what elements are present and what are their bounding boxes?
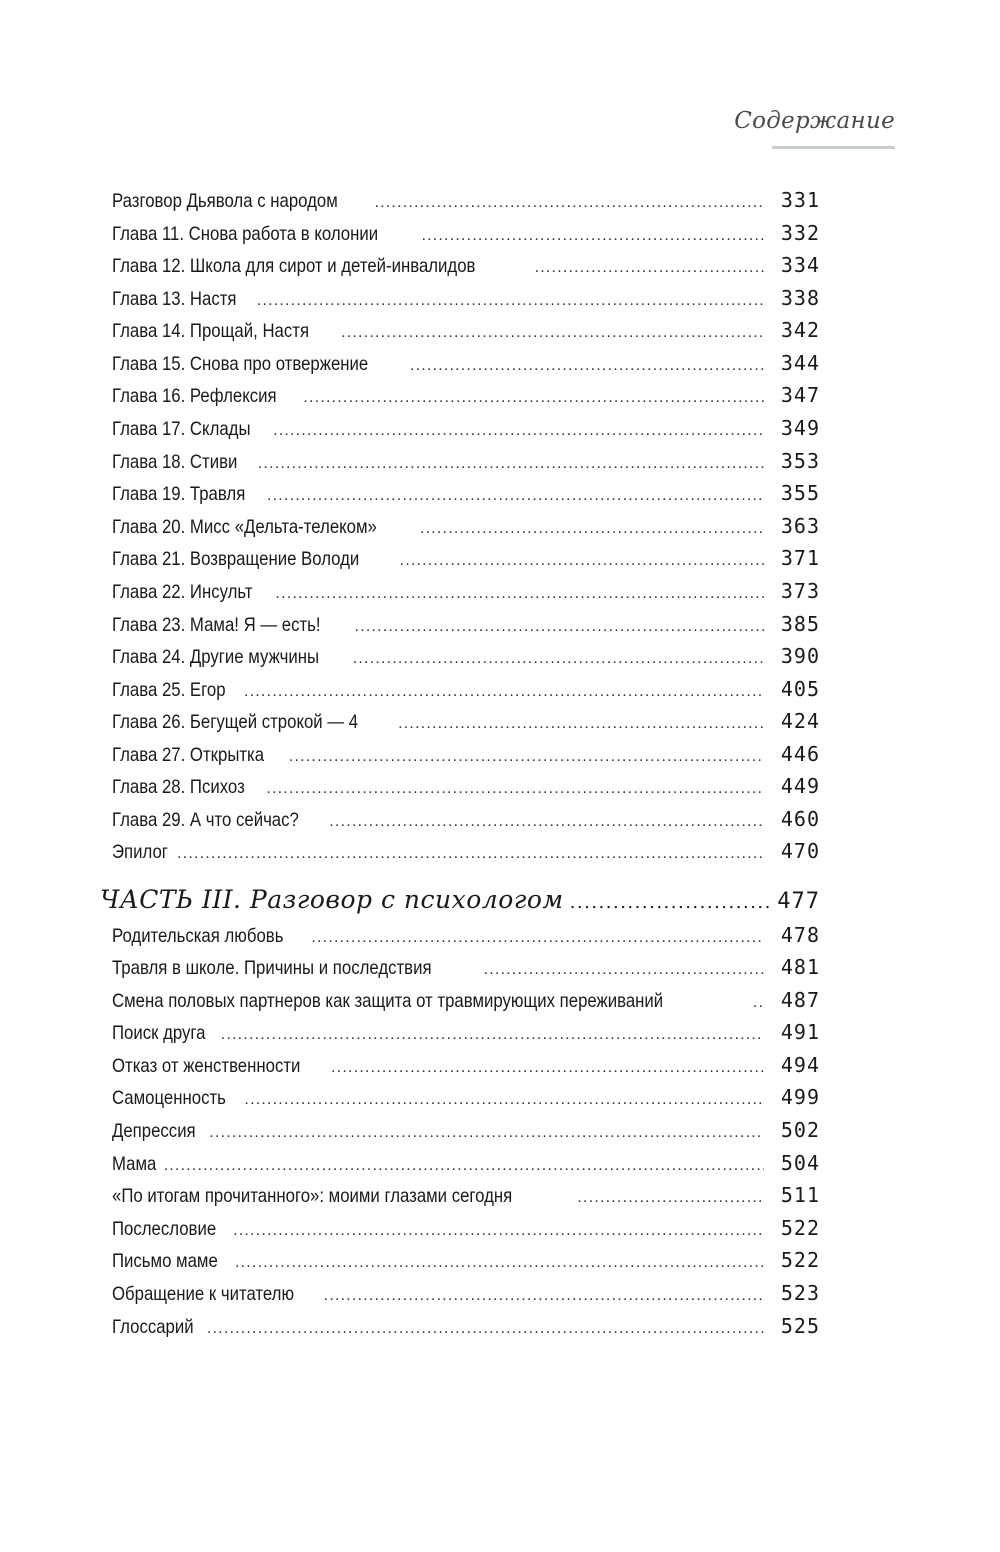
toc-entry[interactable] xyxy=(112,250,820,280)
toc-entry-title: Глава 13. Настя xyxy=(112,288,237,310)
toc-leader-dots xyxy=(410,351,764,381)
toc-entry[interactable] xyxy=(112,1017,820,1047)
toc-entry-title: Отказ от женственности xyxy=(112,1055,301,1077)
toc-leader-dots xyxy=(577,1183,764,1213)
toc-leader-dots xyxy=(258,449,764,479)
toc-entry-page: 332 xyxy=(780,221,820,245)
toc-entry-title: Разговор Дьявола с народом xyxy=(112,190,338,212)
toc-leader-dots xyxy=(273,416,764,446)
toc-entry[interactable] xyxy=(112,1115,820,1145)
toc-part-title: ЧАСТЬ III. Разговор с психологом xyxy=(100,885,564,914)
toc-entry[interactable] xyxy=(112,315,820,345)
toc-entry[interactable] xyxy=(112,706,820,736)
toc-entry[interactable] xyxy=(112,771,820,801)
toc-leader-dots xyxy=(329,807,764,837)
toc-leader-dots xyxy=(275,579,764,609)
toc-entry[interactable] xyxy=(112,1311,820,1341)
toc-entry-page: 373 xyxy=(780,579,820,603)
toc-entry-page: 355 xyxy=(780,481,820,505)
toc-entry-page: 491 xyxy=(780,1020,820,1044)
toc-entry-title: Глава 26. Бегущей строкой — 4 xyxy=(112,711,359,733)
toc-entry-title: Родительская любовь xyxy=(112,925,284,947)
toc-entry-page: 353 xyxy=(780,449,820,473)
toc-entry-title: Письмо маме xyxy=(112,1250,218,1272)
toc-entry-page: 331 xyxy=(780,188,820,212)
toc-leader-dots xyxy=(484,955,764,985)
toc-entry-page: 525 xyxy=(780,1314,820,1338)
toc-leader-dots xyxy=(209,1118,764,1148)
toc-entry-page: 481 xyxy=(780,955,820,979)
toc-entry-page: 349 xyxy=(780,416,820,440)
toc-entry-title: Травля в школе. Причины и последствия xyxy=(112,957,432,979)
toc-entry-title: Глава 15. Снова про отвержение xyxy=(112,353,369,375)
toc-entry[interactable] xyxy=(112,218,820,248)
toc-entry[interactable] xyxy=(112,641,820,671)
toc-entry[interactable] xyxy=(112,674,820,704)
toc-entry[interactable] xyxy=(112,952,820,982)
toc-leader-dots xyxy=(420,514,764,544)
toc-entry[interactable] xyxy=(112,511,820,541)
toc-leader-dots xyxy=(353,644,764,674)
toc-leader-dots xyxy=(324,1281,764,1311)
running-head-rule xyxy=(772,146,895,149)
toc-entry[interactable] xyxy=(112,1082,820,1112)
toc-entry-page: 334 xyxy=(780,253,820,277)
toc-leader-dots xyxy=(570,885,774,921)
toc-entry[interactable] xyxy=(112,1180,820,1210)
toc-entry[interactable] xyxy=(112,576,820,606)
toc-entry[interactable] xyxy=(112,185,820,215)
toc-entry[interactable] xyxy=(112,413,820,443)
toc-entry-title: Глава 25. Егор xyxy=(112,679,226,701)
toc-entry[interactable] xyxy=(112,446,820,476)
toc-entry-title: Мама xyxy=(112,1153,157,1175)
toc-leader-dots xyxy=(355,612,764,642)
toc-entry-page: 405 xyxy=(780,677,820,701)
toc-entry-page: 344 xyxy=(780,351,820,375)
toc-entry-page: 424 xyxy=(780,709,820,733)
toc-entry-title: Глава 12. Школа для сирот и детей-инвалидов xyxy=(112,255,476,277)
toc-entry[interactable] xyxy=(112,836,820,866)
toc-entry-page: 363 xyxy=(780,514,820,538)
toc-entry-title: Поиск друга xyxy=(112,1022,206,1044)
toc-entry[interactable] xyxy=(112,1278,820,1308)
toc-entry-title: Послесловие xyxy=(112,1218,217,1240)
toc-entry-page: 504 xyxy=(780,1151,820,1175)
toc-entry[interactable] xyxy=(112,348,820,378)
toc-entry-page: 449 xyxy=(780,774,820,798)
toc-entry[interactable] xyxy=(112,1148,820,1178)
toc-leader-dots xyxy=(400,546,764,576)
toc-entry-page: 460 xyxy=(780,807,820,831)
toc-entry-title: Глава 17. Склады xyxy=(112,418,251,440)
toc-entry-title: Глоссарий xyxy=(112,1316,194,1338)
toc-entry-title: Глава 21. Возвращение Володи xyxy=(112,548,360,570)
toc-leader-dots xyxy=(207,1314,764,1344)
toc-leader-dots xyxy=(753,988,764,1018)
toc-entry-page: 347 xyxy=(780,383,820,407)
toc-entry-title: Глава 19. Травля xyxy=(112,483,246,505)
toc-entry[interactable] xyxy=(112,380,820,410)
toc-entry[interactable] xyxy=(112,804,820,834)
toc-part-page: 477 xyxy=(777,889,820,914)
toc-entry-title: Глава 27. Открытка xyxy=(112,744,265,766)
toc-leader-dots xyxy=(244,1085,764,1115)
toc-entry-page: 522 xyxy=(780,1216,820,1240)
toc-entry-title: Глава 28. Психоз xyxy=(112,776,245,798)
toc-leader-dots xyxy=(303,383,764,413)
toc-entry-page: 385 xyxy=(780,612,820,636)
toc-entry[interactable] xyxy=(112,1050,820,1080)
toc-entry-title: Самоценность xyxy=(112,1087,226,1109)
toc-entry-page: 390 xyxy=(780,644,820,668)
toc-entry-title: Глава 24. Другие мужчины xyxy=(112,646,320,668)
toc-leader-dots xyxy=(244,677,764,707)
toc-entry-page: 523 xyxy=(780,1281,820,1305)
toc-entry-page: 371 xyxy=(780,546,820,570)
toc-entry-page: 470 xyxy=(780,839,820,863)
toc-entry-title: Глава 14. Прощай, Настя xyxy=(112,320,310,342)
toc-entry-page: 502 xyxy=(780,1118,820,1142)
toc-leader-dots xyxy=(311,923,764,953)
toc-entry-page: 338 xyxy=(780,286,820,310)
toc-leader-dots xyxy=(235,1248,764,1278)
toc-leader-dots xyxy=(331,1053,764,1083)
toc-entry[interactable] xyxy=(112,739,820,769)
running-head: Содержание xyxy=(734,108,895,134)
toc-entry-page: 478 xyxy=(780,923,820,947)
toc-entry-title: Глава 11. Снова работа в колонии xyxy=(112,223,379,245)
toc-leader-dots xyxy=(266,774,764,804)
toc-entry-page: 342 xyxy=(780,318,820,342)
toc-entry-title: Глава 20. Мисс «Дельта-телеком» xyxy=(112,516,377,538)
toc-entry-page: 494 xyxy=(780,1053,820,1077)
toc-entry[interactable] xyxy=(112,985,820,1015)
toc-entry[interactable] xyxy=(112,1213,820,1243)
toc-entry-title: «По итогам прочитанного»: моими глазами сегодня xyxy=(112,1185,513,1207)
toc-entry[interactable] xyxy=(112,920,820,950)
toc-entry-title: Глава 18. Стиви xyxy=(112,451,238,473)
toc-entry[interactable] xyxy=(112,478,820,508)
toc-entry-title: Эпилог xyxy=(112,841,168,863)
toc-leader-dots xyxy=(535,253,764,283)
toc-part-heading[interactable] xyxy=(100,882,820,918)
toc-leader-dots xyxy=(421,221,764,251)
toc-leader-dots xyxy=(257,286,764,316)
toc-entry[interactable] xyxy=(112,543,820,573)
toc-entry-title: Смена половых партнеров как защита от травмирующих переживаний xyxy=(112,990,664,1012)
toc-entry-title: Глава 16. Рефлексия xyxy=(112,385,277,407)
toc-leader-dots xyxy=(289,742,764,772)
toc-entry-title: Депрессия xyxy=(112,1120,196,1142)
toc-entry-page: 446 xyxy=(780,742,820,766)
toc-entry-title: Глава 23. Мама! Я — есть! xyxy=(112,614,321,636)
toc-leader-dots xyxy=(177,839,764,869)
toc-entry-title: Глава 29. А что сейчас? xyxy=(112,809,299,831)
toc-entry-page: 511 xyxy=(780,1183,820,1207)
toc-entry-page: 522 xyxy=(780,1248,820,1272)
toc-entry-page: 499 xyxy=(780,1085,820,1109)
toc-leader-dots xyxy=(233,1216,764,1246)
toc-leader-dots xyxy=(267,481,764,511)
toc-entry-page: 487 xyxy=(780,988,820,1012)
toc-leader-dots xyxy=(164,1151,764,1181)
toc-leader-dots xyxy=(221,1020,764,1050)
toc-entry[interactable] xyxy=(112,1245,820,1275)
toc-leader-dots xyxy=(341,318,764,348)
toc-entry[interactable] xyxy=(112,609,820,639)
toc-entry[interactable] xyxy=(112,283,820,313)
toc-entry-title: Глава 22. Инсульт xyxy=(112,581,253,603)
toc-entry-title: Обращение к читателю xyxy=(112,1283,295,1305)
toc-leader-dots xyxy=(375,188,765,218)
toc-leader-dots xyxy=(398,709,764,739)
